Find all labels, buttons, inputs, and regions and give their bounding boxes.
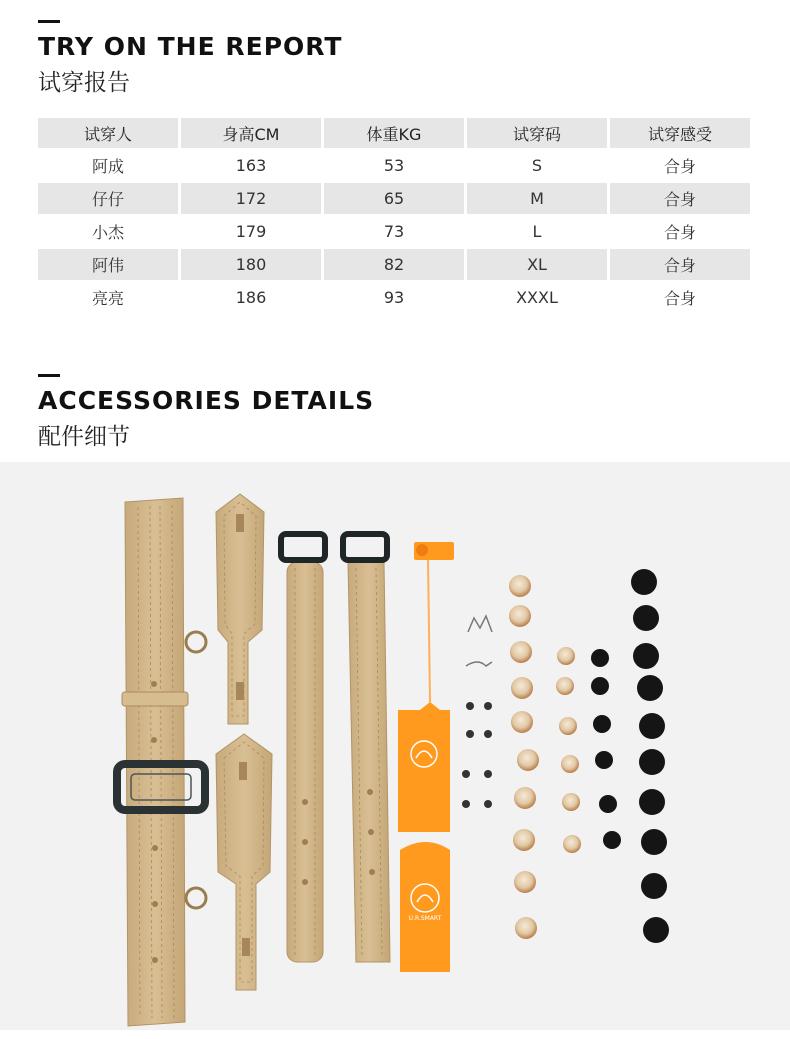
pointed-tab-upper — [216, 494, 264, 724]
header-tester: 试穿人 — [38, 118, 178, 148]
accessories-title-en: ACCESSORIES DETAILS — [38, 386, 375, 415]
tortoise-buttons — [509, 575, 581, 939]
header-fit: 试穿感受 — [610, 118, 750, 148]
cell-fit: 合身 — [663, 289, 696, 308]
cell-fit: 合身 — [610, 249, 750, 280]
cell-tester: 小杰 — [91, 223, 124, 242]
table-row — [38, 150, 750, 181]
cell-size: M — [467, 183, 607, 214]
cell-tester: 亮亮 — [91, 289, 124, 308]
cell-height: 172 — [181, 183, 321, 214]
table-header-row — [38, 118, 750, 148]
table-row — [38, 183, 750, 214]
cell-weight: 73 — [383, 222, 405, 241]
cuff-strap-right — [343, 534, 390, 962]
wide-belt — [117, 498, 206, 1026]
tag-brand-text: U.R.SMART — [408, 915, 442, 922]
report-title-en: TRY ON THE REPORT — [38, 32, 343, 61]
cell-height: 179 — [235, 222, 267, 241]
cell-fit: 合身 — [610, 183, 750, 214]
accessories-illustration — [0, 462, 790, 1030]
cell-fit: 合身 — [663, 223, 696, 242]
cell-weight: 53 — [383, 156, 405, 175]
cell-tester: 阿伟 — [38, 249, 178, 280]
cell-fit: 合身 — [663, 157, 696, 176]
cell-tester: 阿成 — [91, 157, 124, 176]
cell-height: 180 — [181, 249, 321, 280]
try-on-report-table — [35, 116, 753, 315]
table-row — [38, 249, 750, 280]
cell-size: L — [532, 222, 542, 241]
table-row — [38, 216, 750, 247]
accessories-title-cn: 配件细节 — [38, 424, 130, 450]
header-height: 身高CM — [181, 118, 321, 148]
table-row — [38, 282, 750, 313]
hang-tags — [398, 542, 454, 972]
pointed-tab-lower — [216, 734, 272, 990]
header-weight: 体重KG — [324, 118, 464, 148]
cell-tester: 仔仔 — [38, 183, 178, 214]
cuff-strap-left — [281, 534, 325, 962]
cell-weight: 93 — [383, 288, 405, 307]
header-size: 试穿码 — [467, 118, 607, 148]
section-marker — [38, 20, 60, 23]
accessories-photo — [0, 462, 790, 1030]
cell-height: 186 — [235, 288, 267, 307]
cell-size: XXXL — [516, 288, 558, 307]
hooks-and-snaps — [462, 616, 492, 808]
cell-height: 163 — [235, 156, 267, 175]
report-title-cn: 试穿报告 — [38, 70, 130, 96]
cell-weight: 82 — [324, 249, 464, 280]
black-buttons — [591, 569, 669, 943]
cell-size: XL — [467, 249, 607, 280]
cell-weight: 65 — [324, 183, 464, 214]
cell-size: S — [531, 156, 543, 175]
section-marker — [38, 374, 60, 377]
